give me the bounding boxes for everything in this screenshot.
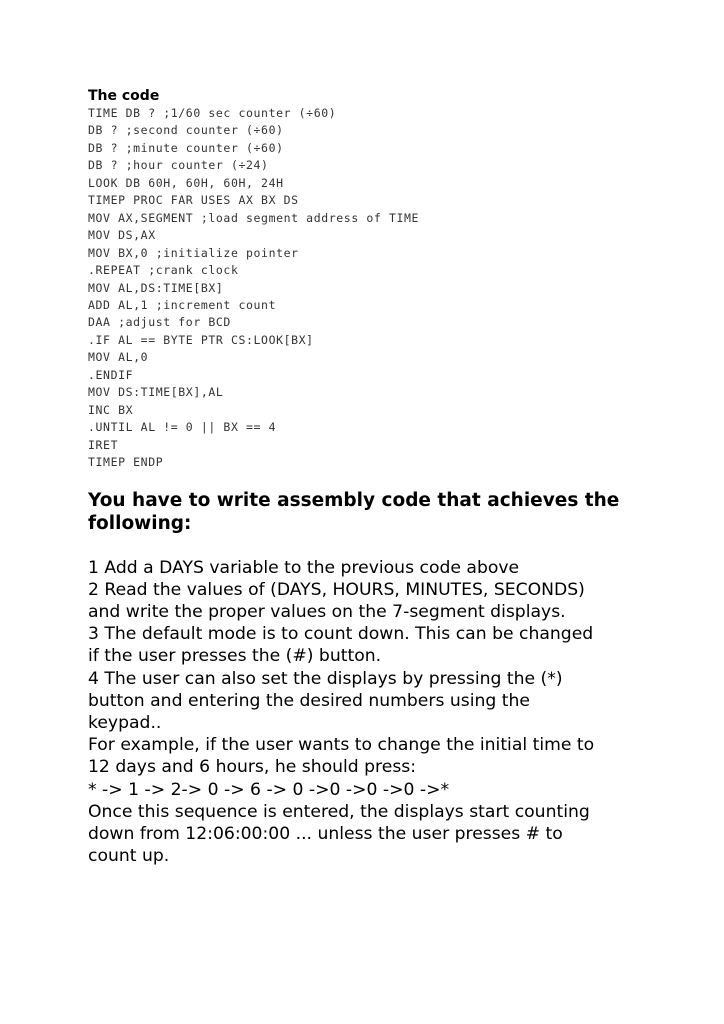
instruction-line: button and entering the desired numbers using the [88, 690, 530, 711]
code-listing [88, 105, 688, 472]
task-heading-line: following: [88, 512, 192, 534]
instruction-line: and write the proper values on the 7-segment displays. [88, 601, 566, 622]
document-page [88, 87, 688, 867]
instruction-line: 4 The user can also set the displays by pressing the (*) [88, 668, 563, 689]
code-line: TIME DB ? ;1/60 sec counter (÷60) [88, 106, 337, 120]
instruction-line: count up. [88, 846, 170, 867]
instruction-line: keypad.. [88, 712, 162, 733]
instruction-line: Once this sequence is entered, the displays start counting [88, 801, 590, 822]
instruction-line: down from 12:06:00:00 ... unless the user presses # to [88, 823, 563, 844]
code-line: DB ? ;minute counter (÷60) [88, 140, 284, 155]
task-instructions [88, 557, 688, 868]
code-line: ADD AL,1 ;increment count [88, 297, 277, 312]
task-heading [88, 489, 688, 535]
code-line: INC BX [88, 402, 134, 417]
instruction-line: if the user presses the (#) button. [88, 646, 382, 667]
code-line: DB ? ;hour counter (÷24) [88, 158, 269, 173]
code-line: DAA ;adjust for BCD [88, 315, 231, 330]
code-line: MOV AL,0 [88, 350, 149, 365]
instruction-line: 2 Read the values of (DAYS, HOURS, MINUTES, SECONDS) [88, 579, 585, 600]
code-line: MOV AX,SEGMENT ;load segment address of TIME [88, 210, 420, 225]
instruction-line: 1 Add a DAYS variable to the previous code above [88, 557, 520, 578]
instruction-line: 3 The default mode is to count down. This can be changed [88, 624, 594, 645]
code-line: TIMEP ENDP [88, 455, 164, 470]
instruction-line: For example, if the user wants to change the initial time to [88, 735, 595, 756]
code-line: .UNTIL AL != 0 || BX == 4 [88, 420, 277, 435]
code-line: IRET [88, 437, 119, 452]
instruction-line: * -> 1 -> 2-> 0 -> 6 -> 0 ->0 ->0 ->0 ->* [88, 779, 450, 800]
code-line: MOV DS:TIME[BX],AL [88, 385, 224, 400]
code-line: DB ? ;second counter (÷60) [88, 123, 284, 138]
code-line: .IF AL == BYTE PTR CS:LOOK[BX] [88, 332, 314, 347]
code-line: MOV DS,AX [88, 228, 156, 243]
task-heading-line: You have to write assembly code that achieves the [88, 489, 620, 511]
code-line: LOOK DB 60H, 60H, 60H, 24H [88, 175, 284, 190]
code-line: .REPEAT ;crank clock [88, 263, 239, 278]
code-heading: The code [88, 88, 160, 104]
code-line: TIMEP PROC FAR USES AX BX DS [88, 193, 299, 208]
code-line: .ENDIF [88, 367, 134, 382]
code-line: MOV AL,DS:TIME[BX] [88, 280, 224, 295]
code-line: MOV BX,0 ;initialize pointer [88, 245, 299, 260]
instruction-line: 12 days and 6 hours, he should press: [88, 757, 417, 778]
